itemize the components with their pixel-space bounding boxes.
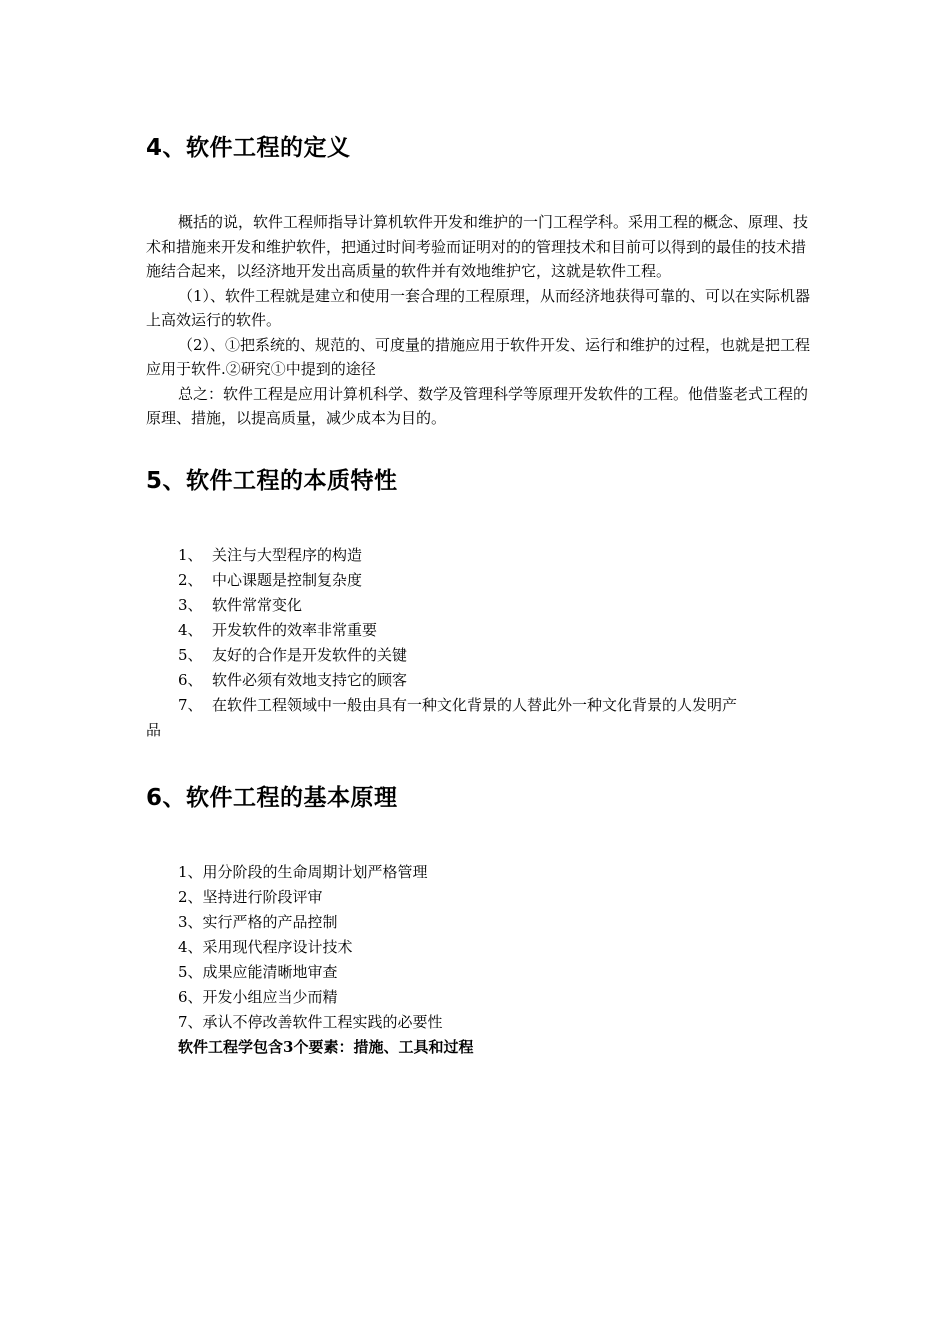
list-item-number: 5、 bbox=[178, 645, 203, 664]
list-item bbox=[146, 593, 816, 618]
list-item-text: 软件必须有效地支持它的顾客 bbox=[212, 670, 408, 689]
list-item-number: 7、 bbox=[178, 695, 203, 714]
list-item-number: 6、 bbox=[178, 670, 203, 689]
paragraph: 总之：软件工程是应用计算机科学、数学及管理科学等原理开发软件的工程。他借鉴老式工程的原理、措施，以提高质量，减少成本为目的。 bbox=[146, 384, 809, 427]
list-item bbox=[146, 643, 816, 668]
paragraph: （2）、①把系统的、规范的、可度量的措施应用于软件开发、运行和维护的过程，也就是把工程应用于软件.②研究①中提到的途径 bbox=[146, 335, 811, 378]
list-item-number: 4、 bbox=[178, 620, 203, 639]
section-principles bbox=[146, 780, 816, 1060]
list-item: 2、坚持进行阶段评审 bbox=[178, 887, 323, 906]
list-item bbox=[146, 543, 816, 568]
list-item bbox=[146, 693, 816, 743]
list-item-text: 关注与大型程序的构造 bbox=[212, 545, 363, 564]
list-item: 3、实行严格的产品控制 bbox=[178, 912, 338, 931]
list-item-text: 友好的合作是开发软件的关键 bbox=[212, 645, 408, 664]
section-characteristics bbox=[146, 463, 816, 743]
document-body bbox=[146, 130, 816, 1060]
section-heading: 6、软件工程的基本原理 bbox=[146, 784, 398, 811]
section-heading: 5、软件工程的本质特性 bbox=[146, 467, 398, 494]
list-item bbox=[146, 618, 816, 643]
list-item bbox=[146, 668, 816, 693]
list-item-text-continued: 品 bbox=[146, 720, 162, 739]
list-item-number: 3、 bbox=[178, 595, 203, 614]
paragraph: 概括的说，软件工程师指导计算机软件开发和维护的一门工程学科。采用工程的概念、原理、技术和措施来开发和维护软件，把通过时间考验而证明对的的管理技术和目前可以得到的最佳的技术措施结合起来，以经济地开发出高质量的软件并有效地维护它，这就是软件工程。 bbox=[146, 213, 809, 280]
list-item: 1、用分阶段的生命周期计划严格管理 bbox=[178, 862, 428, 881]
list-item-number: 1、 bbox=[178, 545, 203, 564]
list-item-text: 开发软件的效率非常重要 bbox=[212, 620, 378, 639]
list-item-number: 2、 bbox=[178, 570, 203, 589]
list-item-text: 软件常常变化 bbox=[212, 595, 303, 614]
list-item: 6、开发小组应当少而精 bbox=[178, 987, 338, 1006]
section-heading: 4、软件工程的定义 bbox=[146, 135, 351, 161]
paragraph: （1）、软件工程就是建立和使用一套合理的工程原理，从而经济地获得可靠的、可以在实际机器上高效运行的软件。 bbox=[146, 286, 811, 329]
list-item-text: 在软件工程领域中一般由具有一种文化背景的人替此外一种文化背景的人发明产 bbox=[212, 695, 738, 714]
list-item: 4、采用现代程序设计技术 bbox=[178, 937, 353, 956]
list-item: 5、成果应能清晰地审查 bbox=[178, 962, 338, 981]
list-item: 7、承认不停改善软件工程实践的必要性 bbox=[178, 1012, 443, 1031]
summary-line: 软件工程学包含3个要素：措施、工具和过程 bbox=[178, 1037, 474, 1056]
list-item bbox=[146, 568, 816, 593]
list-item-text: 中心课题是控制复杂度 bbox=[212, 570, 363, 589]
section-definition bbox=[146, 130, 816, 431]
